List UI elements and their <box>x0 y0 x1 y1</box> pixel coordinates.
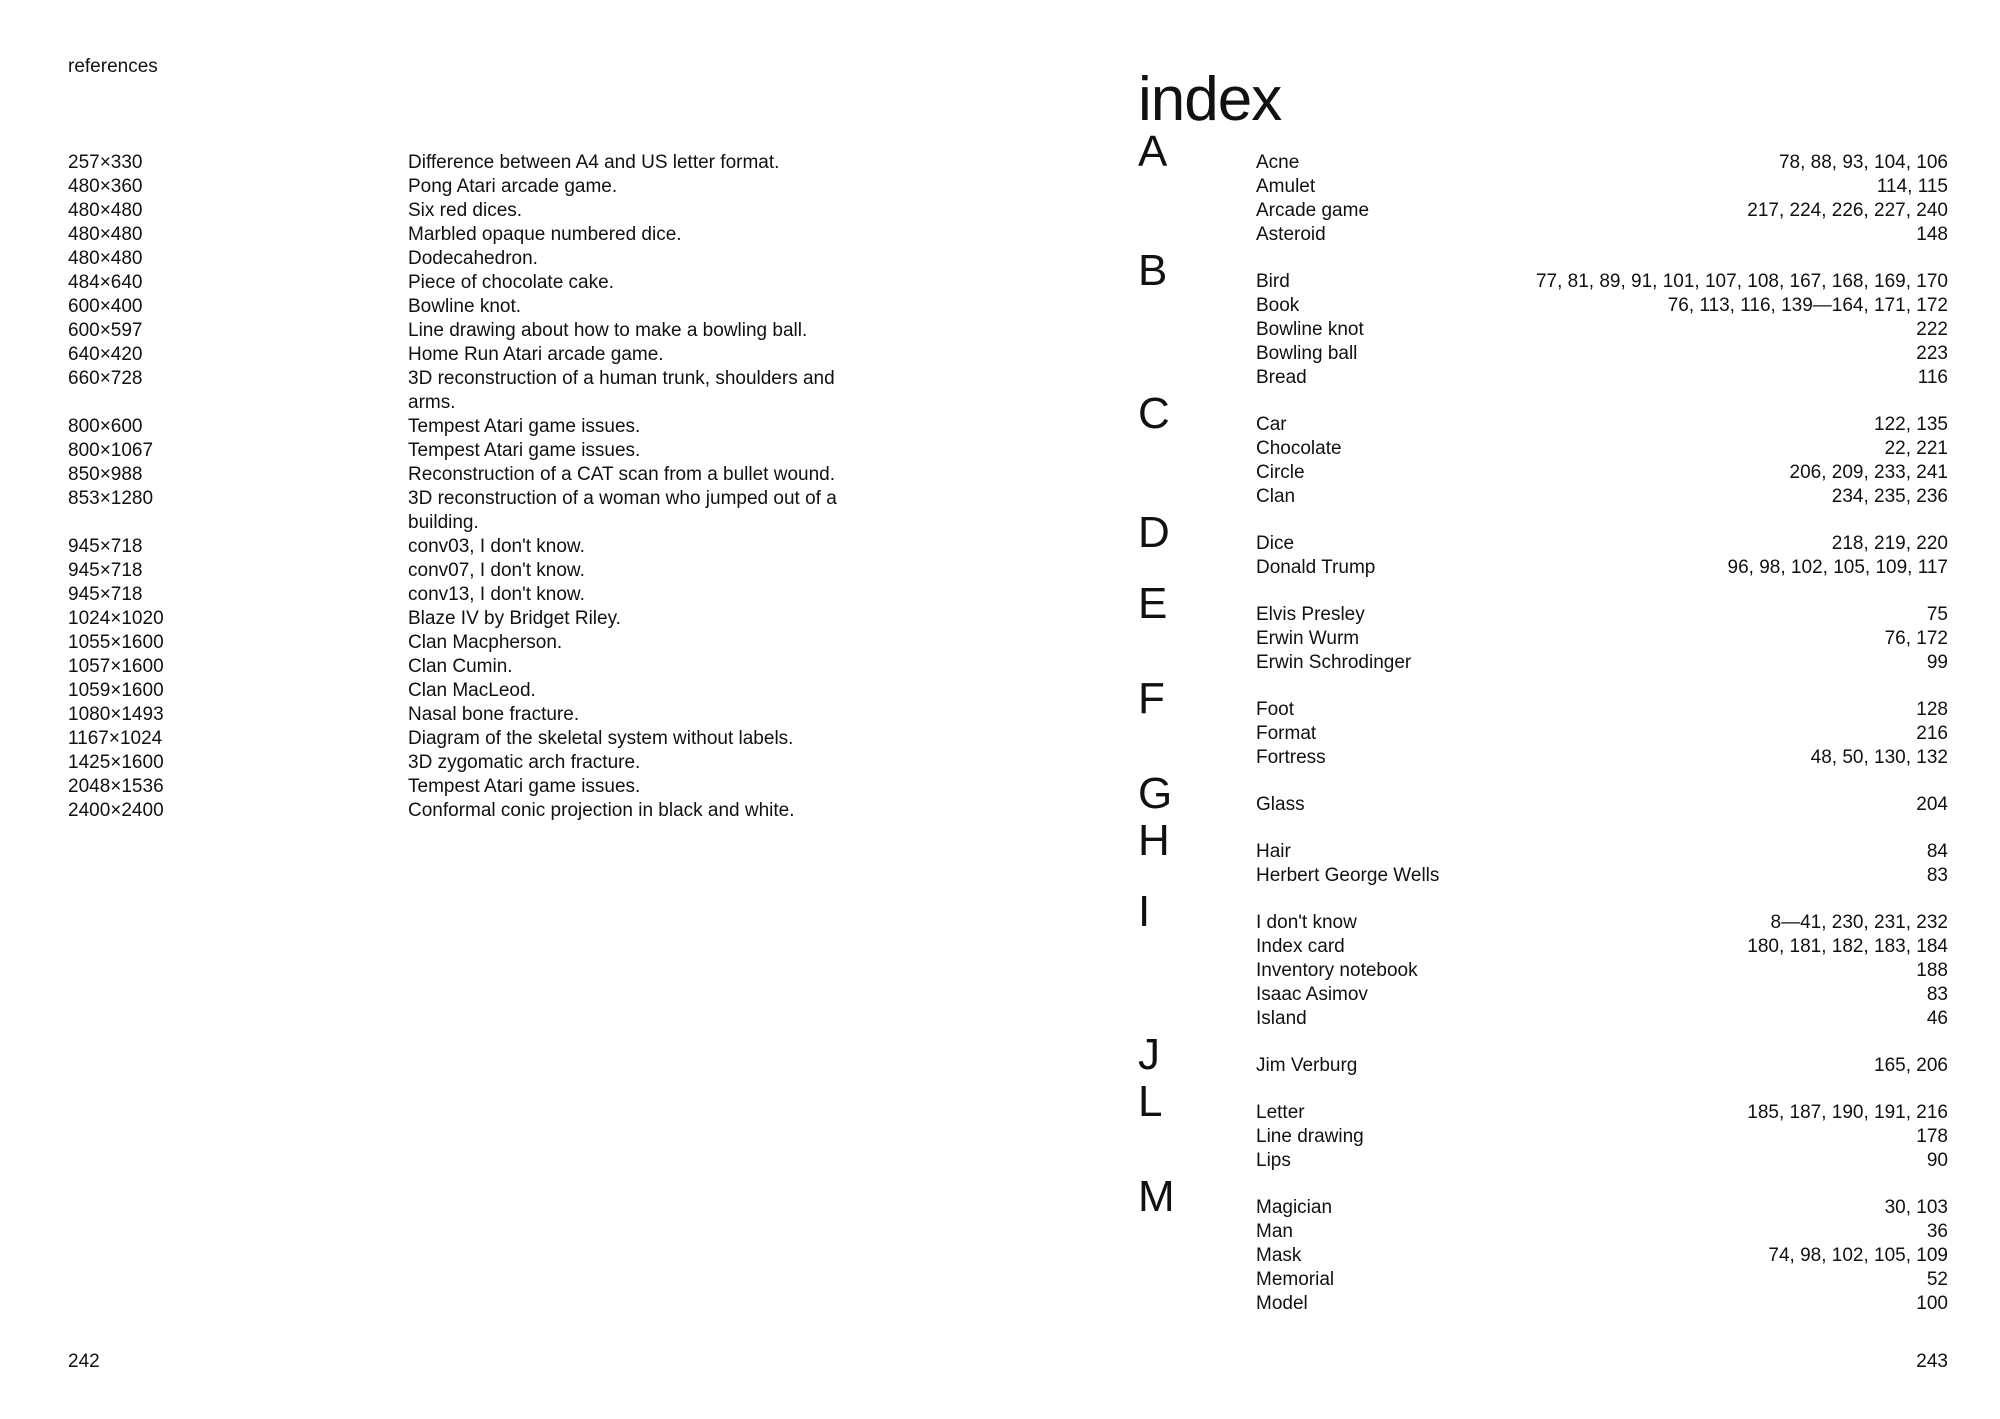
index-term: Jim Verburg <box>1256 1055 1358 1076</box>
index-pages: 78, 88, 93, 104, 106 <box>1778 152 1948 173</box>
index-entries <box>1256 817 1948 888</box>
index-term: Index card <box>1256 936 1345 957</box>
reference-dimensions: 2048×1536 <box>68 776 164 797</box>
index-letter: D <box>1138 508 1170 557</box>
reference-description: Clan Cumin. <box>408 656 513 677</box>
index-letter: L <box>1138 1077 1163 1126</box>
index-letter: M <box>1138 1172 1175 1221</box>
index-letter: I <box>1138 887 1151 936</box>
index-entry <box>1256 698 1948 722</box>
index-group <box>1138 888 1948 1031</box>
index-term: Clan <box>1256 486 1296 507</box>
index-term: Amulet <box>1256 176 1316 197</box>
index-letter: A <box>1138 127 1168 176</box>
index-group <box>1138 1173 1948 1316</box>
reference-dimensions: 1059×1600 <box>68 680 164 701</box>
index-pages: 75 <box>1926 604 1948 625</box>
index-entry <box>1256 1007 1948 1031</box>
index-term: Inventory notebook <box>1256 960 1418 981</box>
reference-description: Pong Atari arcade game. <box>408 176 618 197</box>
index-term: Erwin Wurm <box>1256 628 1360 649</box>
index-pages: 116 <box>1917 367 1948 388</box>
index-entry <box>1256 532 1948 556</box>
index-entry <box>1256 294 1948 318</box>
index-entries <box>1256 675 1948 770</box>
index-term: Lips <box>1256 1150 1291 1171</box>
page-number-left: 242 <box>68 1351 100 1372</box>
reference-description: 3D reconstruction of a human trunk, shoulders and arms. <box>408 368 835 413</box>
reference-row <box>68 319 868 343</box>
reference-description: Nasal bone fracture. <box>408 704 580 725</box>
reference-dimensions: 1167×1024 <box>68 728 163 749</box>
reference-row <box>68 607 868 631</box>
index-letter: B <box>1138 246 1168 295</box>
reference-description: Piece of chocolate cake. <box>408 272 614 293</box>
reference-row <box>68 367 868 415</box>
index-pages: 22, 221 <box>1884 438 1948 459</box>
reference-dimensions: 257×330 <box>68 152 143 173</box>
index-pages: 100 <box>1916 1293 1948 1314</box>
index-entry <box>1256 270 1948 294</box>
index-pages: 122, 135 <box>1874 414 1948 435</box>
reference-row <box>68 655 868 679</box>
reference-row <box>68 223 868 247</box>
index-entry <box>1256 485 1948 509</box>
index-pages: 178 <box>1916 1126 1948 1147</box>
index-entry <box>1256 840 1948 864</box>
index-entry <box>1256 864 1948 888</box>
reference-description: Dodecahedron. <box>408 248 538 269</box>
reference-description: Clan MacLeod. <box>408 680 536 701</box>
reference-dimensions: 945×718 <box>68 536 143 557</box>
reference-dimensions: 800×1067 <box>68 440 154 461</box>
reference-row <box>68 439 868 463</box>
index-entry <box>1256 959 1948 983</box>
index-term: Herbert George Wells <box>1256 865 1440 886</box>
index-entry <box>1256 1125 1948 1149</box>
index-term: Format <box>1256 723 1317 744</box>
index-pages: 165, 206 <box>1874 1055 1948 1076</box>
index-pages: 185, 187, 190, 191, 216 <box>1747 1102 1948 1123</box>
reference-description: Tempest Atari game issues. <box>408 416 641 437</box>
index-term: Asteroid <box>1256 224 1326 245</box>
index-pages: 83 <box>1926 865 1948 886</box>
index-title: index <box>1138 65 1282 134</box>
index-term: Hair <box>1256 841 1291 862</box>
index-entry <box>1256 151 1948 175</box>
index-pages: 46 <box>1926 1008 1948 1029</box>
index-group <box>1138 390 1948 509</box>
index-pages: 218, 219, 220 <box>1831 533 1948 554</box>
reference-dimensions: 945×718 <box>68 560 143 581</box>
index-term: I don't know <box>1256 912 1357 933</box>
index-entry <box>1256 1149 1948 1173</box>
index-entry <box>1256 223 1948 247</box>
index-pages: 234, 235, 236 <box>1831 486 1948 507</box>
index-entries <box>1256 1173 1948 1316</box>
index-entries <box>1256 509 1948 580</box>
reference-row <box>68 727 868 751</box>
reference-dimensions: 1024×1020 <box>68 608 164 629</box>
index-pages: 48, 50, 130, 132 <box>1810 747 1948 768</box>
reference-description: Six red dices. <box>408 200 523 221</box>
reference-row <box>68 247 868 271</box>
reference-description: conv03, I don't know. <box>408 536 585 557</box>
index-term: Model <box>1256 1293 1308 1314</box>
reference-dimensions: 1055×1600 <box>68 632 164 653</box>
index-pages: 76, 113, 116, 139—164, 171, 172 <box>1667 295 1948 316</box>
reference-description: Line drawing about how to make a bowling ball. <box>408 320 808 341</box>
index-group <box>1138 128 1948 247</box>
index-entries <box>1256 580 1948 675</box>
index-entry <box>1256 1244 1948 1268</box>
index-entry <box>1256 1268 1948 1292</box>
index-entries <box>1256 128 1948 247</box>
index-group <box>1138 580 1948 675</box>
index-pages: 96, 98, 102, 105, 109, 117 <box>1727 557 1948 578</box>
reference-dimensions: 640×420 <box>68 344 143 365</box>
reference-row <box>68 799 868 823</box>
reference-dimensions: 480×360 <box>68 176 143 197</box>
index-pages: 180, 181, 182, 183, 184 <box>1747 936 1948 957</box>
index-entry <box>1256 1196 1948 1220</box>
index-term: Arcade game <box>1256 200 1370 221</box>
index-pages: 222 <box>1916 319 1948 340</box>
index-entry <box>1256 366 1948 390</box>
index-term: Dice <box>1256 533 1295 554</box>
index-pages: 36 <box>1926 1221 1948 1242</box>
index-term: Fortress <box>1256 747 1326 768</box>
index-term: Car <box>1256 414 1287 435</box>
index-letter: E <box>1138 579 1168 628</box>
reference-description: 3D reconstruction of a woman who jumped out of a building. <box>408 488 837 533</box>
index-entries <box>1256 390 1948 509</box>
reference-description: 3D zygomatic arch fracture. <box>408 752 641 773</box>
reference-description: Blaze IV by Bridget Riley. <box>408 608 621 629</box>
index-pages: 206, 209, 233, 241 <box>1789 462 1948 483</box>
index-pages: 223 <box>1916 343 1948 364</box>
reference-row <box>68 343 868 367</box>
index-entries <box>1256 770 1948 817</box>
page-number-right: 243 <box>1916 1351 1948 1372</box>
index-entries <box>1256 247 1948 390</box>
index-pages: 8—41, 230, 231, 232 <box>1770 912 1948 933</box>
reference-row <box>68 199 868 223</box>
reference-dimensions: 850×988 <box>68 464 143 485</box>
reference-row <box>68 151 868 175</box>
reference-description: Diagram of the skeletal system without labels. <box>408 728 794 749</box>
index-pages: 52 <box>1926 1269 1948 1290</box>
reference-description: conv13, I don't know. <box>408 584 585 605</box>
reference-row <box>68 463 868 487</box>
reference-dimensions: 480×480 <box>68 200 143 221</box>
index-pages: 30, 103 <box>1884 1197 1948 1218</box>
index-pages: 74, 98, 102, 105, 109 <box>1768 1245 1948 1266</box>
reference-dimensions: 1080×1493 <box>68 704 164 725</box>
index-letter: F <box>1138 674 1165 723</box>
index-entry <box>1256 983 1948 1007</box>
index-group <box>1138 675 1948 770</box>
index-term: Bowline knot <box>1256 319 1364 340</box>
index-group <box>1138 509 1948 580</box>
reference-dimensions: 1057×1600 <box>68 656 164 677</box>
reference-row <box>68 535 868 559</box>
reference-row <box>68 751 868 775</box>
index-term: Letter <box>1256 1102 1305 1123</box>
index-entry <box>1256 1220 1948 1244</box>
reference-description: Bowline knot. <box>408 296 522 317</box>
right-page <box>1000 0 2000 1419</box>
index-pages: 217, 224, 226, 227, 240 <box>1747 200 1948 221</box>
index-entry <box>1256 627 1948 651</box>
index-term: Glass <box>1256 794 1305 815</box>
index-term: Man <box>1256 1221 1293 1242</box>
index-list <box>1138 128 1948 1316</box>
index-group <box>1138 247 1948 390</box>
references-list <box>68 151 868 823</box>
reference-description: Difference between A4 and US letter format. <box>408 152 780 173</box>
index-group <box>1138 1078 1948 1173</box>
index-group <box>1138 1031 1948 1078</box>
reference-description: conv07, I don't know. <box>408 560 585 581</box>
index-pages: 114, 115 <box>1876 176 1948 197</box>
index-pages: 84 <box>1926 841 1948 862</box>
index-entry <box>1256 1101 1948 1125</box>
index-term: Foot <box>1256 699 1295 720</box>
index-term: Isaac Asimov <box>1256 984 1368 1005</box>
index-term: Elvis Presley <box>1256 604 1365 625</box>
index-pages: 99 <box>1926 652 1948 673</box>
reference-row <box>68 703 868 727</box>
index-entry <box>1256 318 1948 342</box>
index-term: Bird <box>1256 271 1290 292</box>
reference-dimensions: 853×1280 <box>68 488 154 509</box>
index-entry <box>1256 199 1948 223</box>
reference-description: Conformal conic projection in black and white. <box>408 800 795 821</box>
reference-row <box>68 415 868 439</box>
index-entry <box>1256 746 1948 770</box>
index-pages: 148 <box>1916 224 1948 245</box>
index-entry <box>1256 911 1948 935</box>
index-entry <box>1256 175 1948 199</box>
index-pages: 128 <box>1916 699 1948 720</box>
reference-dimensions: 800×600 <box>68 416 143 437</box>
index-letter: C <box>1138 389 1170 438</box>
reference-dimensions: 600×400 <box>68 296 143 317</box>
index-letter: G <box>1138 769 1173 818</box>
index-pages: 188 <box>1916 960 1948 981</box>
index-term: Island <box>1256 1008 1307 1029</box>
index-group <box>1138 817 1948 888</box>
reference-row <box>68 271 868 295</box>
index-term: Bowling ball <box>1256 343 1358 364</box>
index-entry <box>1256 556 1948 580</box>
reference-row <box>68 559 868 583</box>
index-term: Magician <box>1256 1197 1333 1218</box>
index-term: Donald Trump <box>1256 557 1376 578</box>
reference-dimensions: 2400×2400 <box>68 800 164 821</box>
index-entry <box>1256 1054 1948 1078</box>
index-entry <box>1256 461 1948 485</box>
index-pages: 76, 172 <box>1884 628 1948 649</box>
reference-description: Tempest Atari game issues. <box>408 440 641 461</box>
reference-row <box>68 775 868 799</box>
index-entry <box>1256 603 1948 627</box>
reference-description: Marbled opaque numbered dice. <box>408 224 682 245</box>
index-group <box>1138 770 1948 817</box>
index-entry <box>1256 935 1948 959</box>
reference-dimensions: 660×728 <box>68 368 143 389</box>
index-term: Line drawing <box>1256 1126 1364 1147</box>
index-entries <box>1256 888 1948 1031</box>
index-pages: 77, 81, 89, 91, 101, 107, 108, 167, 168, 169, 170 <box>1535 271 1948 292</box>
index-letter: J <box>1138 1030 1160 1079</box>
reference-row <box>68 631 868 655</box>
index-term: Book <box>1256 295 1300 316</box>
reference-row <box>68 175 868 199</box>
index-term: Circle <box>1256 462 1305 483</box>
index-entry <box>1256 437 1948 461</box>
index-term: Bread <box>1256 367 1307 388</box>
index-entry <box>1256 1292 1948 1316</box>
reference-row <box>68 679 868 703</box>
reference-row <box>68 487 868 535</box>
index-entry <box>1256 793 1948 817</box>
reference-dimensions: 1425×1600 <box>68 752 164 773</box>
index-entry <box>1256 342 1948 366</box>
index-entry <box>1256 722 1948 746</box>
index-term: Memorial <box>1256 1269 1335 1290</box>
reference-row <box>68 583 868 607</box>
index-pages: 216 <box>1916 723 1948 744</box>
reference-description: Clan Macpherson. <box>408 632 563 653</box>
reference-dimensions: 600×597 <box>68 320 143 341</box>
index-pages: 90 <box>1926 1150 1948 1171</box>
index-letter: H <box>1138 816 1170 865</box>
index-term: Chocolate <box>1256 438 1342 459</box>
reference-description: Tempest Atari game issues. <box>408 776 641 797</box>
index-entries <box>1256 1031 1948 1078</box>
reference-dimensions: 480×480 <box>68 248 143 269</box>
reference-row <box>68 295 868 319</box>
index-entry <box>1256 413 1948 437</box>
reference-description: Home Run Atari arcade game. <box>408 344 664 365</box>
reference-dimensions: 484×640 <box>68 272 143 293</box>
index-pages: 83 <box>1926 984 1948 1005</box>
reference-description: Reconstruction of a CAT scan from a bullet wound. <box>408 464 836 485</box>
index-entries <box>1256 1078 1948 1173</box>
index-term: Mask <box>1256 1245 1302 1266</box>
reference-dimensions: 945×718 <box>68 584 143 605</box>
index-term: Acne <box>1256 152 1300 173</box>
index-entry <box>1256 651 1948 675</box>
index-term: Erwin Schrodinger <box>1256 652 1412 673</box>
running-head: references <box>68 56 158 77</box>
index-pages: 204 <box>1916 794 1948 815</box>
reference-dimensions: 480×480 <box>68 224 143 245</box>
